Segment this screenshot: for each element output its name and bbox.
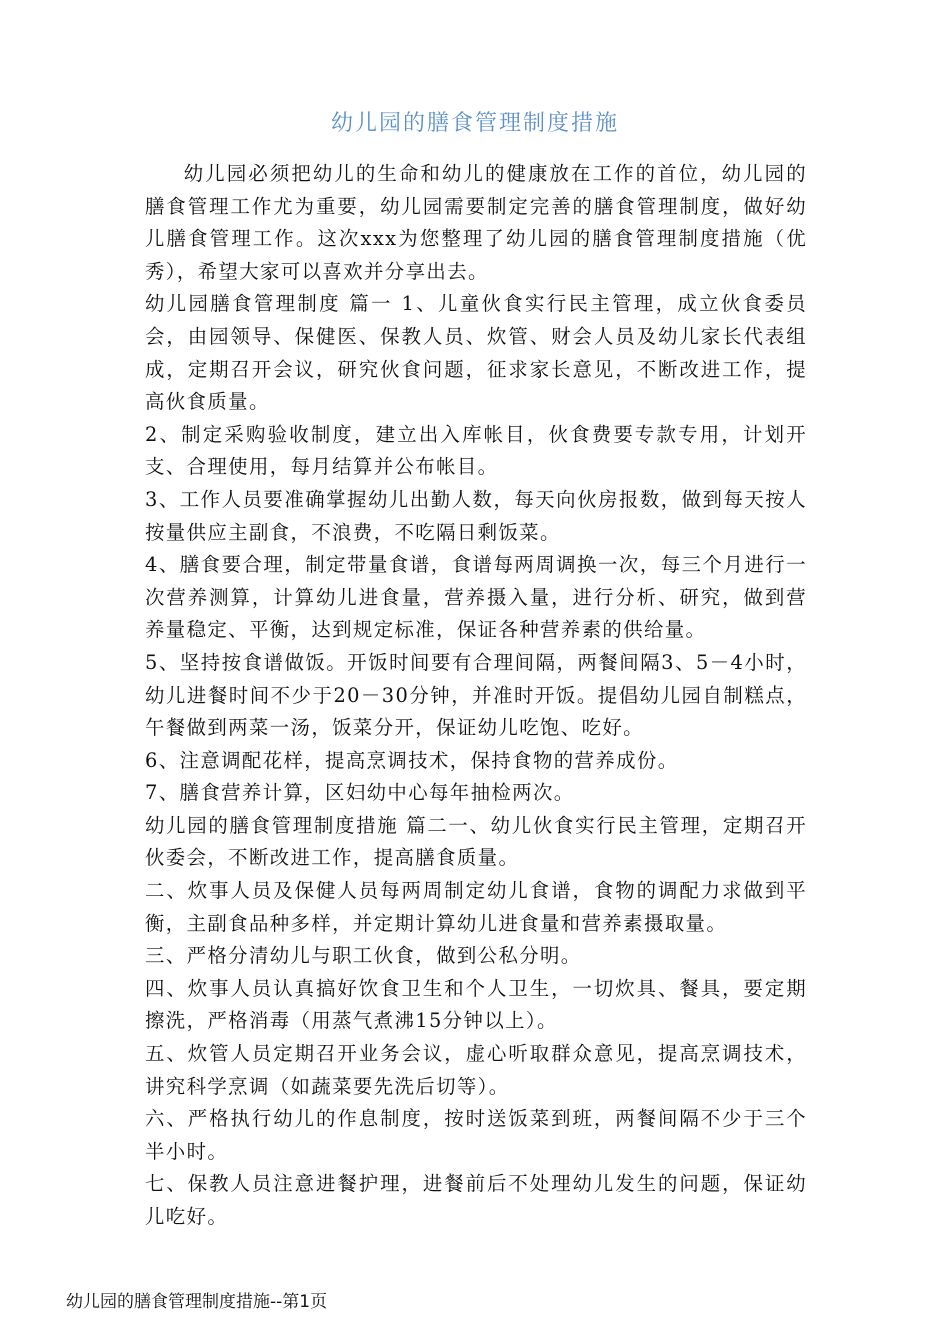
paragraph-section-1-item-6: 6、注意调配花样，提高烹调技术，保持食物的营养成份。 (145, 748, 679, 772)
paragraph-section-2-item-3: 三、严格分清幼儿与职工伙食，做到公私分明。 (145, 944, 582, 968)
intro-paragraph: 幼儿园必须把幼儿的生命和幼儿的健康放在工作的首位，幼儿园的膳食管理工作尤为重要，幼儿园需要制定完善的膳食管理制度，做好幼儿膳食管理工作。这次xxx为您整理了幼儿园的膳食管理制度措施（优秀），希望大家可以喜欢并分享出去。 (145, 162, 807, 283)
page-footer: 幼儿园的膳食管理制度措施--第1页 (66, 1292, 328, 1312)
paragraph-section-2-item-7: 七、保教人员注意进餐护理，进餐前后不处理幼儿发生的问题，保证幼儿吃好。 (145, 1172, 807, 1228)
paragraph-section-2-item-4: 四、炊事人员认真搞好饮食卫生和个人卫生，一切炊具、餐具，要定期擦洗，严格消毒（用蒸气煮沸15分钟以上）。 (145, 976, 807, 1033)
paragraph-section-1-item-4: 4、膳食要合理，制定带量食谱，食谱每两周调换一次，每三个月进行一次营养测算，计算幼儿进食量，营养摄入量，进行分析、研究，做到营养量稳定、平衡，达到规定标准，保证各种营养素的供给量。 (145, 553, 807, 642)
paragraph-section-2-item-1: 幼儿园的膳食管理制度措施 篇二一、幼儿伙食实行民主管理，定期召开伙委会，不断改进工作，提高膳食质量。 (145, 813, 807, 870)
paragraph-section-1-item-2: 2、制定采购验收制度，建立出入库帐目，伙食费要专款专用，计划开支、合理使用，每月结算并公布帐目。 (145, 422, 807, 479)
document-body (145, 158, 807, 1234)
document-title: 幼儿园的膳食管理制度措施 (330, 111, 619, 136)
paragraph-section-1-item-1: 幼儿园膳食管理制度 篇一 1、儿童伙食实行民主管理，成立伙食委员会，由园领导、保健医、保教人员、炊管、财会人员及幼儿家长代表组成，定期召开会议，研究伙食问题，征求家长意见，不断改进工作，提高伙食质量。 (145, 292, 807, 414)
paragraph-section-2-item-2: 二、炊事人员及保健人员每两周制定幼儿食谱，食物的调配力求做到平衡，主副食品种多样，并定期计算幼儿进食量和营养素摄取量。 (145, 879, 807, 935)
paragraph-section-1-item-3: 3、工作人员要准确掌握幼儿出勤人数，每天向伙房报数，做到每天按人按量供应主副食，不浪费，不吃隔日剩饭菜。 (145, 487, 807, 544)
paragraph-section-1-item-5: 5、坚持按食谱做饭。开饭时间要有合理间隔，两餐间隔3、5－4小时，幼儿进餐时间不少于20－30分钟，并准时开饭。提倡幼儿园自制糕点，午餐做到两菜一汤，饭菜分开，保证幼儿吃饱、吃好。 (145, 650, 807, 740)
paragraph-section-2-item-5: 五、炊管人员定期召开业务会议，虚心听取群众意见，提高烹调技术，讲究科学烹调（如蔬菜要先洗后切等）。 (145, 1042, 807, 1098)
paragraph-section-1-item-7: 7、膳食营养计算，区妇幼中心每年抽检两次。 (145, 781, 575, 805)
paragraph-section-2-item-6: 六、严格执行幼儿的作息制度，按时送饭菜到班，两餐间隔不少于三个半小时。 (145, 1107, 807, 1163)
